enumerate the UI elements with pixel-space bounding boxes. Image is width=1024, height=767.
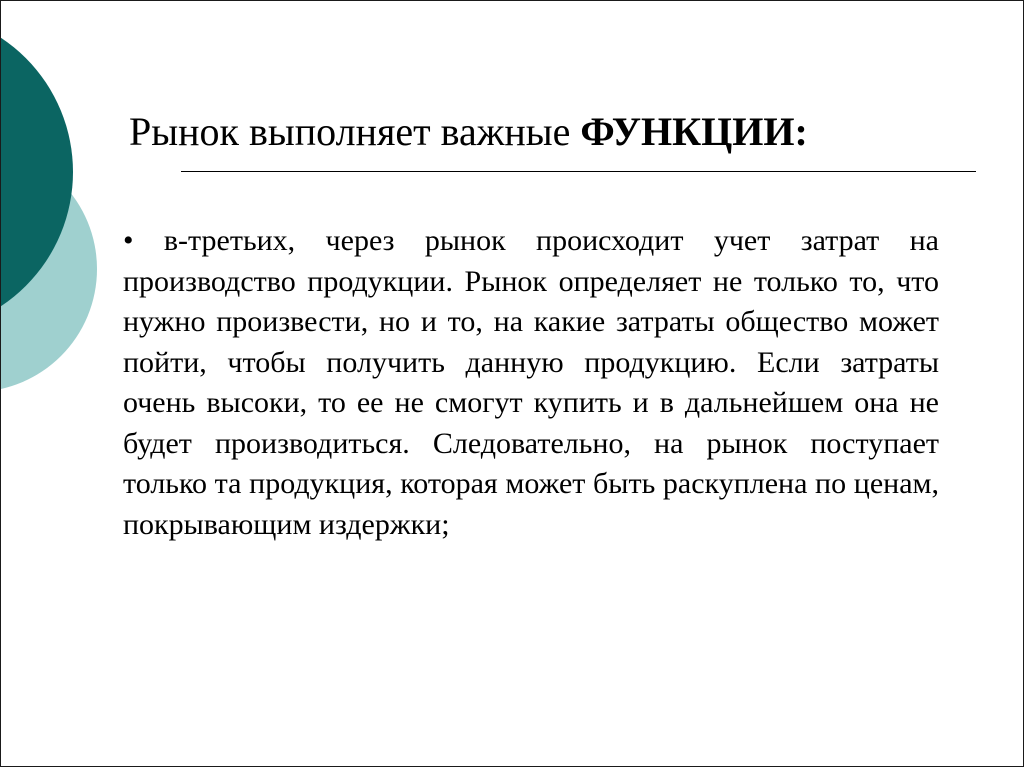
bullet-paragraph xyxy=(123,221,939,545)
bullet-text: в-третьих, через рынок происходит учет затрат на производство продукции. Рынок определяет не только то, что нужно произвести, но и то, на какие затраты общество может пойти, чтобы получить данную продукцию. Если затраты очень высоки, то ее не смогут купить и в дальнейшем она не будет производиться. Следовательно, на рынок поступает только та продукция, которая может быть раскуплена по ценам, покрывающим издержки; xyxy=(123,224,939,541)
bullet-marker: • xyxy=(123,224,134,257)
slide-title-emphasis: ФУНКЦИИ: xyxy=(580,109,808,154)
slide-title-text: Рынок выполняет важные xyxy=(129,109,581,154)
slide-title xyxy=(129,109,808,155)
title-underline xyxy=(181,171,976,172)
